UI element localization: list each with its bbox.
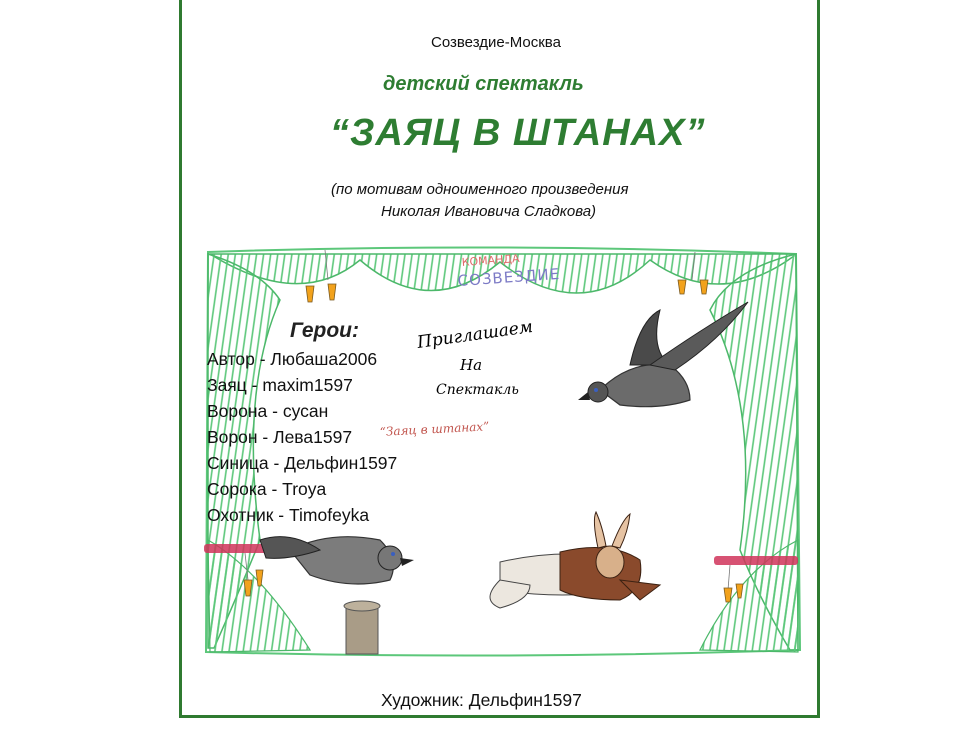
right-curtain-tie <box>714 556 798 565</box>
hero-item: Сорока - Troya <box>207 479 327 499</box>
hero-item: Заяц - maxim1597 <box>207 375 353 395</box>
hero-item: Охотник - Timofeyka <box>207 505 370 525</box>
invite-line-2: На <box>460 356 483 374</box>
invite-line-3: Спектакль <box>436 382 519 398</box>
hero-item: Ворон - Лева1597 <box>207 427 353 447</box>
crow-drawing <box>578 302 748 407</box>
team-label-bottom: СОЗВЕЗДИЕ <box>457 264 561 290</box>
team-label-top: КОМАНДА <box>461 251 520 269</box>
tree-stump <box>346 606 378 654</box>
hero-item: Автор - Любаша2006 <box>207 349 378 369</box>
subtitle-line-1: (по мотивам одноименного произведения <box>331 181 629 198</box>
artist-credit: Художник: Дельфин1597 <box>381 690 582 710</box>
invite-line-4: “Заяц в штанах” <box>379 419 490 439</box>
invite-line-1: Приглашаем <box>415 316 535 353</box>
organization-name: Созвездие-Москва <box>431 34 561 51</box>
heroes-heading: Герои: <box>290 319 359 342</box>
play-title: “ЗАЯЦ В ШТАНАХ” <box>330 112 706 154</box>
hero-item: Ворона - сусан <box>207 401 329 421</box>
hero-item: Синица - Дельфин1597 <box>207 453 398 473</box>
subtitle-line-2: Николая Ивановича Сладкова) <box>381 203 597 220</box>
hare-drawing <box>490 512 660 608</box>
genre-label: детский спектакль <box>383 73 584 95</box>
